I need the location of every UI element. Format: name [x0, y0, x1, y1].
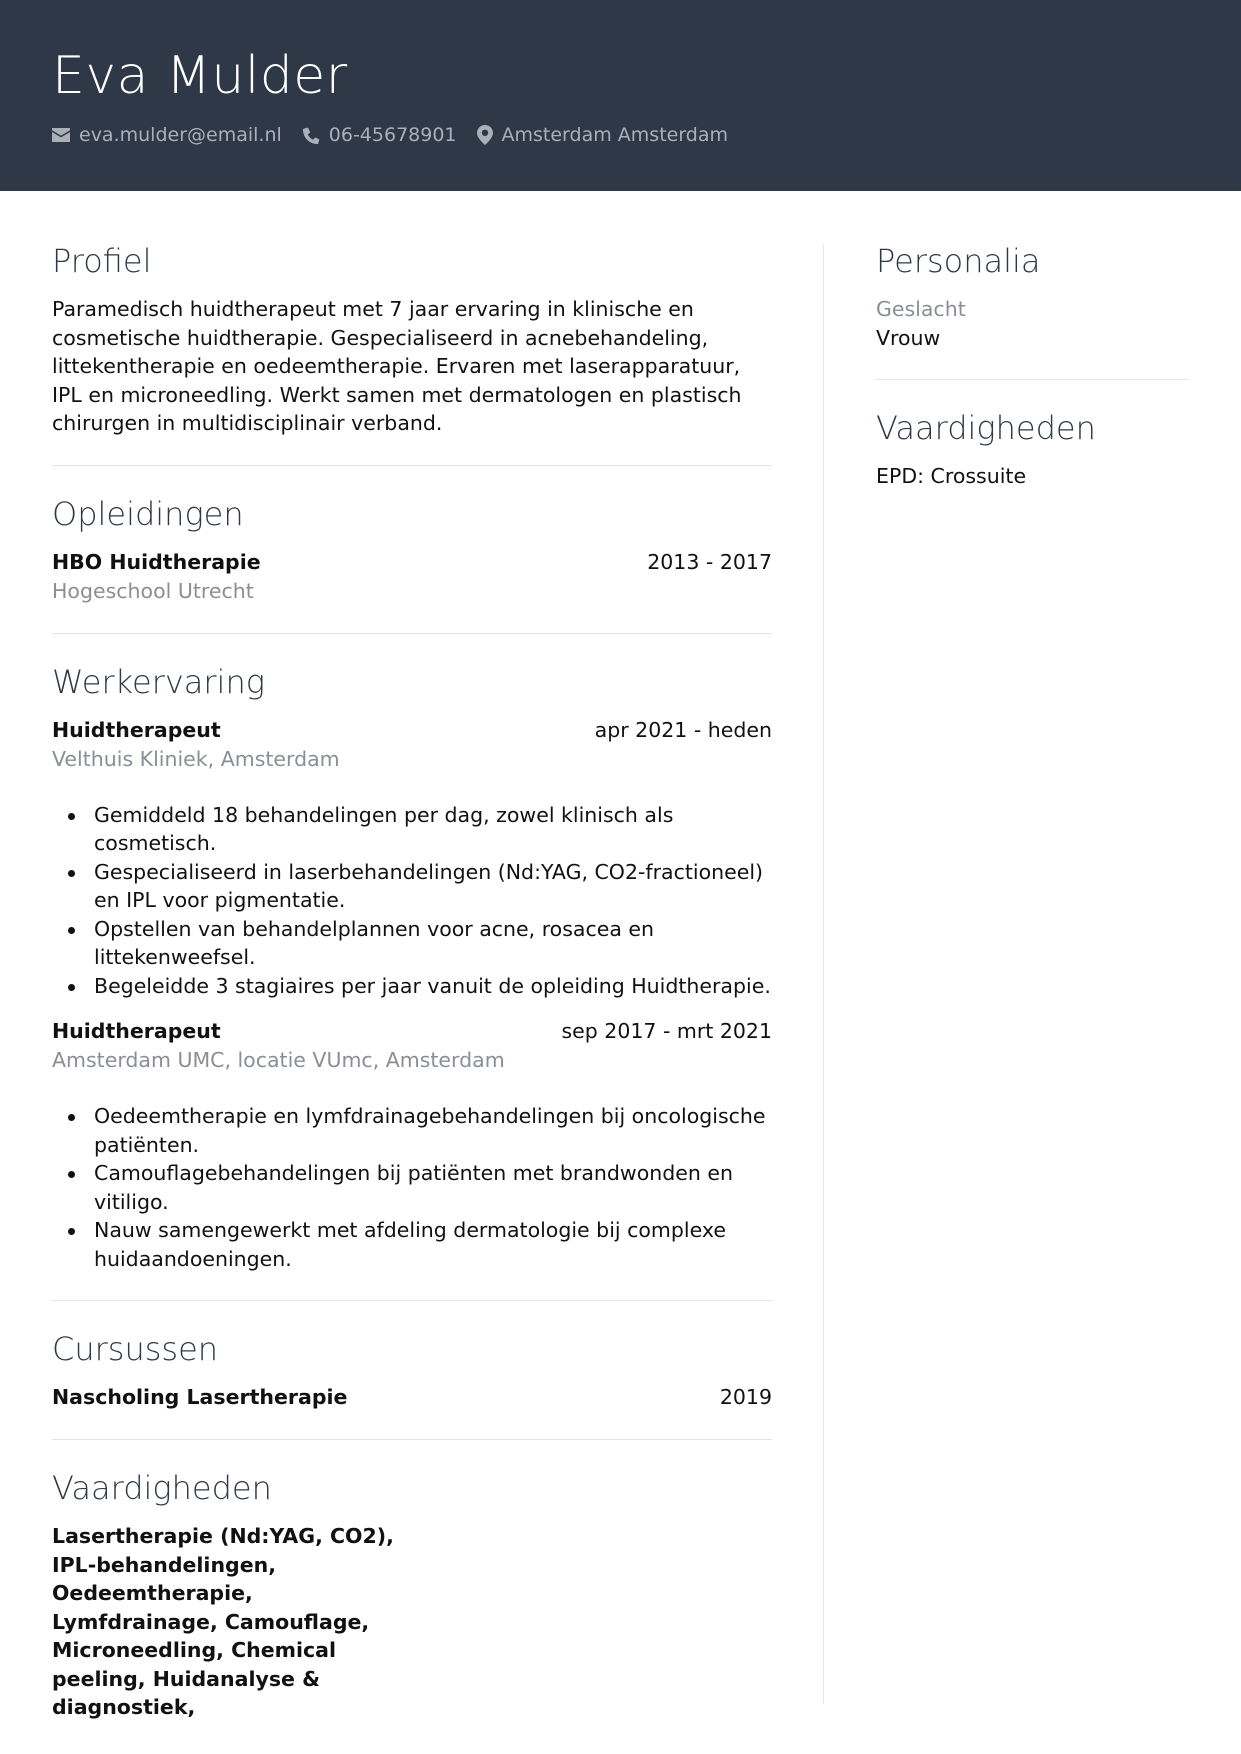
section-title-education: Opleidingen [52, 494, 244, 533]
location-text: Amsterdam Amsterdam [501, 124, 729, 146]
gender-label: Geslacht [876, 297, 966, 321]
section-title-skills: Vaardigheden [52, 1469, 272, 1507]
education-section [52, 493, 772, 606]
main-column [52, 240, 772, 1722]
course-year: 2019 [719, 1385, 772, 1409]
experience-entry-header [52, 716, 772, 745]
course-name: Nascholing Lasertherapie [52, 1385, 348, 1409]
education-period: 2013 - 2017 [647, 549, 772, 574]
resume-header [0, 0, 1241, 191]
list-item: Nauw samengewerkt met afdeling dermatologie bij complexe huidaandoeningen. [52, 1216, 772, 1273]
list-item: Opstellen van behandelplannen voor acne, rosacea en littekenweefsel. [52, 915, 772, 972]
phone-icon [302, 126, 320, 144]
profile-section [52, 240, 772, 438]
section-divider [52, 633, 772, 634]
experience-role: Huidtherapeut [52, 717, 221, 742]
experience-entry [52, 716, 772, 1001]
envelope-icon [52, 128, 70, 142]
skills-side-section [876, 407, 1189, 491]
section-title-profile: Profiel [52, 242, 152, 280]
experience-entry-header [52, 1017, 772, 1046]
contact-bar [52, 122, 748, 148]
experience-bullets [52, 801, 772, 1001]
list-item: Begeleidde 3 stagiaires per jaar vanuit de opleiding Huidtherapie. [52, 972, 772, 1001]
section-title-personal: Personalia [876, 242, 1041, 280]
experience-role: Huidtherapeut [52, 1019, 221, 1043]
education-school: Hogeschool Utrecht [52, 578, 254, 603]
side-column [876, 240, 1189, 490]
experience-bullets [52, 1102, 772, 1273]
experience-entry [52, 1017, 772, 1273]
section-divider [52, 1439, 772, 1440]
skills-list: Lasertherapie (Nd:YAG, CO2), IPL-behandelingen, Oedeemtherapie, Lymfdrainage, Camouflage, Microneedling, Chemical peeling, Huidanalyse & diagnostiek, [52, 1524, 394, 1719]
section-title-skills-side: Vaardigheden [876, 408, 1096, 447]
courses-section [52, 1328, 772, 1412]
contact-email [52, 122, 282, 148]
column-divider [823, 244, 824, 1704]
section-divider [52, 1300, 772, 1301]
email-text: eva.mulder@email.nl [79, 124, 282, 146]
education-entry-header [52, 548, 772, 577]
section-divider [876, 379, 1189, 380]
experience-period: sep 2017 - mrt 2021 [561, 1019, 772, 1043]
gender-value: Vrouw [876, 326, 941, 350]
section-title-experience: Werkervaring [52, 662, 265, 701]
list-item: Gespecialiseerd in laserbehandelingen (Nd:YAG, CO2-fractioneel) en IPL voor pigmentatie. [52, 858, 772, 915]
profile-text: Paramedisch huidtherapeut met 7 jaar ervaring in klinische en cosmetische huidtherapie. Gespecialiseerd in acnebehandeling, littekentherapie en oedeemtherapie. Ervaren met laserapparatuur, IPL en microneedling. Werkt samen met dermatologen en plastisch chirurgen in multidisciplinair verband. [52, 297, 742, 435]
section-divider [52, 465, 772, 466]
list-item: Camouflagebehandelingen bij patiënten met brandwonden en vitiligo. [52, 1159, 772, 1216]
list-item: Oedeemtherapie en lymfdrainagebehandelingen bij oncologische patiënten. [52, 1102, 772, 1159]
education-degree: HBO Huidtherapie [52, 549, 261, 574]
personal-section [876, 240, 1189, 353]
skills-main-section [52, 1467, 772, 1722]
experience-section [52, 661, 772, 1274]
contact-phone [302, 122, 457, 148]
course-entry [52, 1383, 772, 1412]
list-item: Gemiddeld 18 behandelingen per dag, zowel klinisch als cosmetisch. [52, 801, 772, 858]
experience-period: apr 2021 - heden [594, 717, 772, 742]
contact-location [477, 122, 729, 148]
map-pin-icon [477, 125, 493, 145]
phone-text: 06-45678901 [328, 124, 457, 146]
experience-employer: Amsterdam UMC, locatie VUmc, Amsterdam [52, 1048, 505, 1072]
section-title-courses: Cursussen [52, 1330, 219, 1368]
experience-employer: Velthuis Kliniek, Amsterdam [52, 746, 340, 771]
skill-item: EPD: Crossuite [876, 463, 1027, 488]
candidate-name: Eva Mulder [52, 46, 348, 106]
